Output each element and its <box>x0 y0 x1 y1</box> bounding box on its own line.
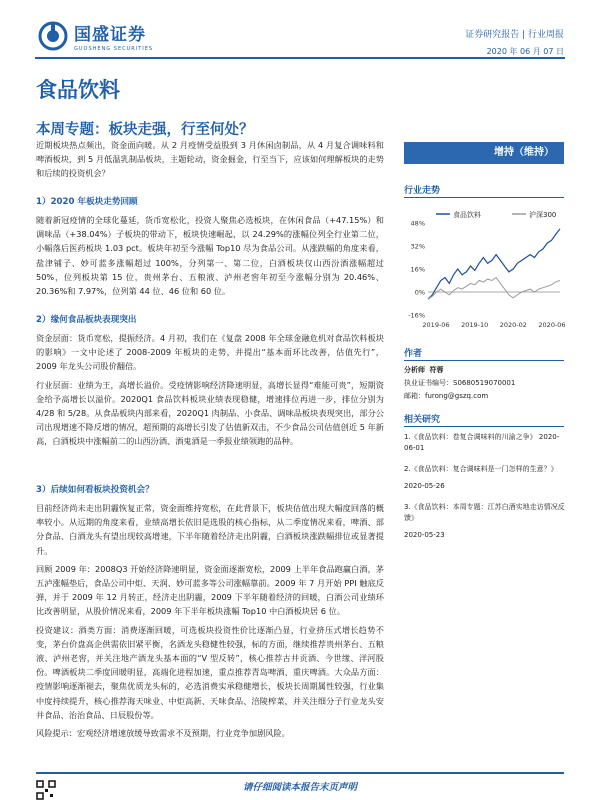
chart-legend <box>436 210 556 219</box>
report-type: 证券研究报告 | 行业周报 <box>465 30 564 40</box>
email-label: 邮箱： <box>404 392 425 400</box>
section-paragraph: 风险提示：宏观经济增速放缓导致需求不及预期，行业竞争加剧风险。 <box>36 728 290 739</box>
brand-name: 国盛证券 <box>74 25 146 45</box>
section-3 <box>36 483 384 740</box>
footer-notice: 请仔细阅读本报告末页声明 <box>242 782 357 793</box>
trend-title: 行业走势 <box>404 186 441 196</box>
brand-name-en: GUOSHENG SECURITIES <box>74 46 154 52</box>
authors-divider <box>404 360 564 361</box>
section-heading: 2）缘何食品板块表现突出 <box>36 315 137 325</box>
related-item-text: 1.《食品饮料：卷复合调味料的川渝之争》 <box>404 433 537 441</box>
section-paragraph: 回顾 2009 年：2008Q3 开始经济降速明显，资金面逐渐宽松，2009 上半年食品跑赢白酒，茅五泸涨幅垫后，食品公司中炬、天润、妙可蓝多等公司涨幅靠前。2009 年 7 月开始 PPI 触底反弹，并于 2009 年 12 月转正，经济走出阴霾，2009 下半年随着经济的回暖，白酒公司业绩环比改善明显，从股价情况来看，2009 年下半年板块涨幅 Top10 中白酒板块居 6 位。 <box>36 563 384 617</box>
cert-label: 执业证书编号： <box>404 379 453 387</box>
related-item[interactable] <box>404 502 566 524</box>
section-1 <box>36 195 384 298</box>
y-tick-label: 32% <box>410 242 425 251</box>
header-divider <box>35 57 565 59</box>
intro-text: 近期板块热点频出，资金面向暖。从 2 月疫情受益股到 3 月休闲卤制品，从 4 月复合调味料和啤酒板块，到 5 月低温乳制品板块，主题轮动，资金掘金，行至当下，应该如何理解板块的走势和后续的投资机会？ <box>36 140 384 179</box>
section-heading: 3）后续如何看板块投资机会？ <box>36 485 154 495</box>
y-tick-label: 0% <box>414 288 425 297</box>
x-tick-label: 2019-06 <box>422 321 450 329</box>
sector-title: 食品饮料 <box>36 77 120 102</box>
related-item-text: 3.《食品饮料：本周专题：江苏白酒实地走访情况反馈》 <box>404 503 565 522</box>
section-paragraph: 行业层面：业绩为王，高增长溢价。受疫情影响经济降速明显，高增长显得“难能可贵”，短期资金给予高增长以溢价。2020Q1 食品饮料板块业绩表现稳健，增速排位再进一步，排位分别为 4/28 和 5/28。从食品板块内部来看，2020Q1 肉制品、小食品、调味品板块表现突出，部分公司出现增速不降反增的情况，超预期的高增长引发了估值新双击，不少食品公司估值创近 5 年新高，白酒板块中涨幅前二的山西汾酒、酒鬼酒是一季报业绩领跑的品种。 <box>36 379 384 447</box>
rating-badge: 增持（维持） <box>404 142 564 164</box>
authors-block <box>404 365 566 402</box>
section-paragraph: 目前经济尚未走出阴霾恢复正常，资金面维持宽松，在此背景下，板块估值出现大幅度回落的概率较小。从远期的角度来看，业绩高增长依旧是选股的核心指标，从二季度情况来看，啤酒、部分食品、白酒龙头有望出现较高增速，下半年随着经济走出阴霾，白酒板块涨跌幅排位或显著提升。 <box>36 503 384 556</box>
footer-divider <box>36 772 564 774</box>
topic-title: 本周专题：板块走强，行至何处？ <box>36 122 254 138</box>
y-tick-label: 48% <box>410 219 425 228</box>
related-divider <box>404 426 564 427</box>
related-item[interactable] <box>404 432 566 454</box>
trend-chart <box>404 203 566 333</box>
related-item[interactable] <box>404 464 566 475</box>
section-2 <box>36 313 384 449</box>
analyst-name: 符蓉 <box>429 366 444 374</box>
analyst-label: 分析师 <box>404 366 425 374</box>
y-tick-label: 16% <box>410 265 425 274</box>
related-item-text: 2.《食品饮料：复合调味料是一门怎样的生意？》 <box>404 465 558 473</box>
y-tick-label: -16% <box>408 311 425 320</box>
legend-label-hs300: 沪深300 <box>529 211 557 219</box>
section-heading: 1）2020 年板块走势回顾 <box>36 197 138 207</box>
section-paragraph: 资金层面：货币宽松，提振经济。4 月初，我们在《复盘 2008 年全球金融危机对食品饮料板块的影响》一文中论述了 2008-2009 年板块的走势，并提出“基本面环比改善，估值先行”，2009 年龙头公司股价翻倍。 <box>36 333 384 372</box>
cert-number: S0680519070001 <box>453 379 516 387</box>
intro-paragraph <box>36 138 384 181</box>
related-item-date: 2020-06-01 <box>404 433 560 452</box>
trend-divider <box>404 197 564 198</box>
section-paragraph: 随着新冠疫情的全球化蔓延，货币宽松化，投资人聚焦必选板块，在休闲食品（+47.15%）和调味品（+38.04%）子板块的带动下，板块快速崛起，以 24.29%的涨幅位列全行业第二位，小幅落后医药板块 1.03 pct。板块年初至今涨幅 Top10 尽为食品公司。从涨跌幅的角度来看，盐津铺子、妙可蓝多涨幅超过 100%，分列第一、第二位，白酒板块仅山西汾酒涨幅超过 50%，位列板块第 15 位，贵州茅台、五粮液、泸州老窖年初至今涨幅分别为 20.46%、20.36%和 7.97%，位列第 44 位、46 位和 60 位。 <box>36 215 384 297</box>
email[interactable]: furong@gszq.com <box>425 392 489 400</box>
legend-label-food: 食品饮料 <box>453 211 481 219</box>
section-paragraph: 投资建议：酒类方面：消费逐渐回暖，可选板块投资性价比逐渐凸显，行业挤压式增长趋势不变，茅台价盘高企供需依旧紧平衡，名酒龙头稳健性较强，标的方面，继续推荐贵州茅台、五粮液、泸州老窖，并关注地产酒龙头基本面的“V 型反转”，核心推荐古井贡酒、今世缘、洋河股份。啤酒板块二季度回暖明显，高端化进程加速，重点推荐青岛啤酒、重庆啤酒。大众品方面：疫情影响逐渐褪去，聚焦优质龙头标的，必选消费实承稳健增长，板块长周期属性较强，行业集中度持续提升，核心推荐海天味业、中炬高新、天味食品、涪陵榨菜，并关注细分子行业龙头安井食品、治治食品、日辰股份等。 <box>36 624 384 720</box>
brand-logo-icon <box>38 21 68 51</box>
authors-title: 作者 <box>404 349 423 359</box>
x-tick-label: 2019-10 <box>461 321 489 329</box>
x-tick-label: 2020-02 <box>499 321 527 329</box>
related-list <box>404 432 566 541</box>
related-item-date: 2020-05-23 <box>404 531 445 539</box>
related-item-date: 2020-05-26 <box>404 482 445 490</box>
report-date: 2020 年 06 月 07 日 <box>486 47 564 56</box>
x-tick-label: 2020-06 <box>538 321 566 329</box>
logo <box>38 20 153 52</box>
related-title: 相关研究 <box>404 415 441 425</box>
